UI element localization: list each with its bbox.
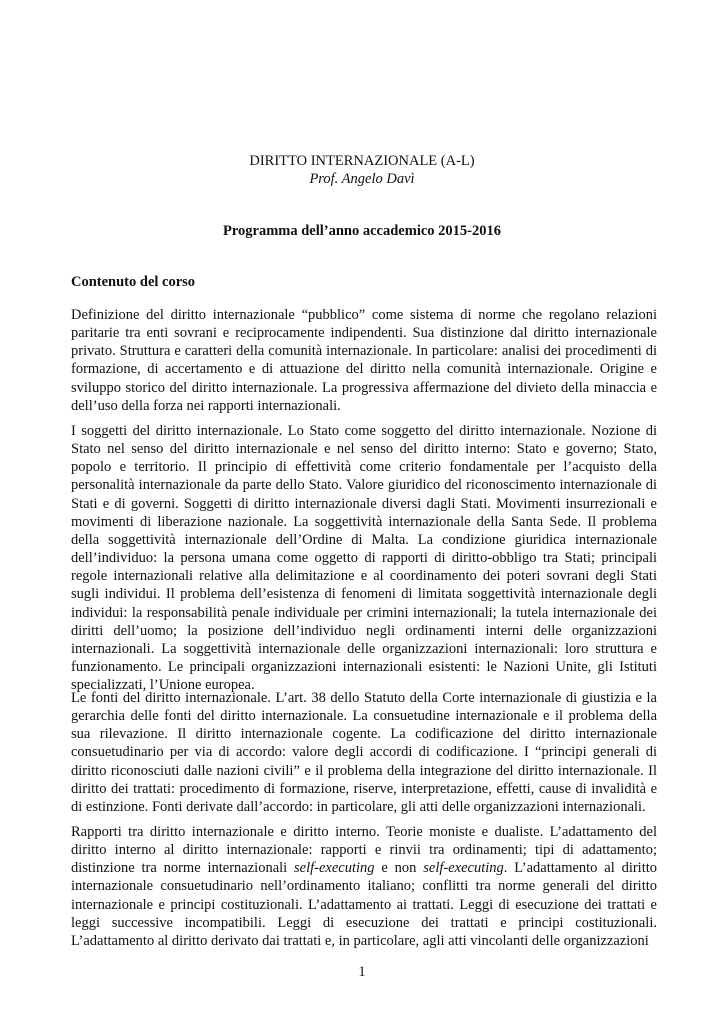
- paragraph-subjects: I soggetti del diritto internazionale. Lo Stato come soggetto del diritto internazionale. Nozione di Stato nel senso del diritto internazionale e nel senso del diritto interno: Stato e governo; Stato, popolo e territorio. Il principio di effettività come criterio fondamentale per l’acquisto della personalità internazionale da parte dello Stato. Valore giuridico del riconoscimento internazionale di Stati e di governi. Soggetti di diritto internazionale diversi dagli Stati. Movimenti insurrezionali e movimenti di liberazione nazionale. La soggettività internazionale della Santa Sede. Il problema della soggettività internazionale dell’Ordine di Malta. La condizione giuridica internazionale dell’individuo: la persona umana come oggetto di rapporti di diritto-obbligo tra Stati; principali regole internazionali relative alla delimitazione e al coordinamento dei poteri sovrani degli Stati sugli individui. Il problema dell’esistenza di fenomeni di limitata soggettività internazionale degli individui: la responsabilità penale individuale per crimini internazionali; la tutela internazionale dei diritti dell’uomo; la posizione dell’individuo negli ordinamenti interni delle organizzazioni internazionali. La soggettività internazionale delle organizzazioni internazionali: loro struttura e funzionamento. Le principali organizzazioni internazionali esistenti: le Nazioni Unite, gli Istituti specializzati, l’Unione europea.: [71, 423, 657, 694]
- course-title: DIRITTO INTERNAZIONALE (A-L): [249, 153, 475, 169]
- program-year-heading: Programma dell’anno accademico 2015-2016: [222, 223, 501, 239]
- paragraph-definition: Definizione del diritto internazionale “pubblico” come sistema di norme che regolano relazioni paritarie tra enti sovrani e reciprocamente indipendenti. Sua distinzione dal diritto internazionale privato. Struttura e caratteri della comunità internazionale. In particolare: analisi dei procedimenti di formazione, di accertamento e di attuazione del diritto nella comunità internazionale. Origine e sviluppo storico del diritto internazionale. La progressiva affermazione del divieto della minaccia e dell’uso della forza nei rapporti internazionali.: [71, 307, 657, 414]
- section-heading: Contenuto del corso: [71, 274, 196, 290]
- paragraph-relations-text-3: . L’adattamento al diritto internazionale consuetudinario nell’ordinamento italiano; conflitti tra norme generali del diritto internazionale e principi costituzionali. L’adattamento ai trattati. Leggi di esecuzione dei trattati e leggi successive incompatibili. Leggi di esecuzione dei trattati e principi costituzionali. L’adattamento al diritto derivato dai trattati e, in particolare, agli atti vincolanti delle organizzazioni: [71, 860, 658, 949]
- self-executing-term-1: self-executing: [294, 860, 375, 877]
- self-executing-term-2: self-executing: [423, 860, 504, 877]
- page-number: 1: [358, 964, 366, 980]
- paragraph-relations-text-2: e non: [374, 860, 424, 877]
- paragraph-sources: Le fonti del diritto internazionale. L’art. 38 dello Statuto della Corte internazionale di giustizia e la gerarchia delle fonti del diritto internazionale. La consuetudine internazionale e il problema della sua rilevazione. Il diritto internazionale cogente. La codificazione del diritto internazionale consuetudinario per via di accordo: valore degli accordi di codificazione. I “principi generali di diritto riconosciuti dalle nazioni civili” e il problema della integrazione del diritto internazionale. Il diritto dei trattati: procedimento di formazione, riserve, interpretazione, effetti, cause di invalidità e di estinzione. Fonti derivate dall’accordo: in particolare, gli atti delle organizzazioni internazionali.: [71, 690, 657, 815]
- professor-name: Prof. Angelo Davì: [309, 171, 415, 187]
- paragraph-relations: [71, 823, 657, 950]
- paragraph-relations-text-1: Rapporti tra diritto internazionale e diritto interno. Teorie moniste e dualiste. L’adattamento del diritto interno al diritto internazionale: rapporti e rinvii tra ordinamenti; tipi di adattamento; distinzione tra norme internazionali: [71, 824, 657, 877]
